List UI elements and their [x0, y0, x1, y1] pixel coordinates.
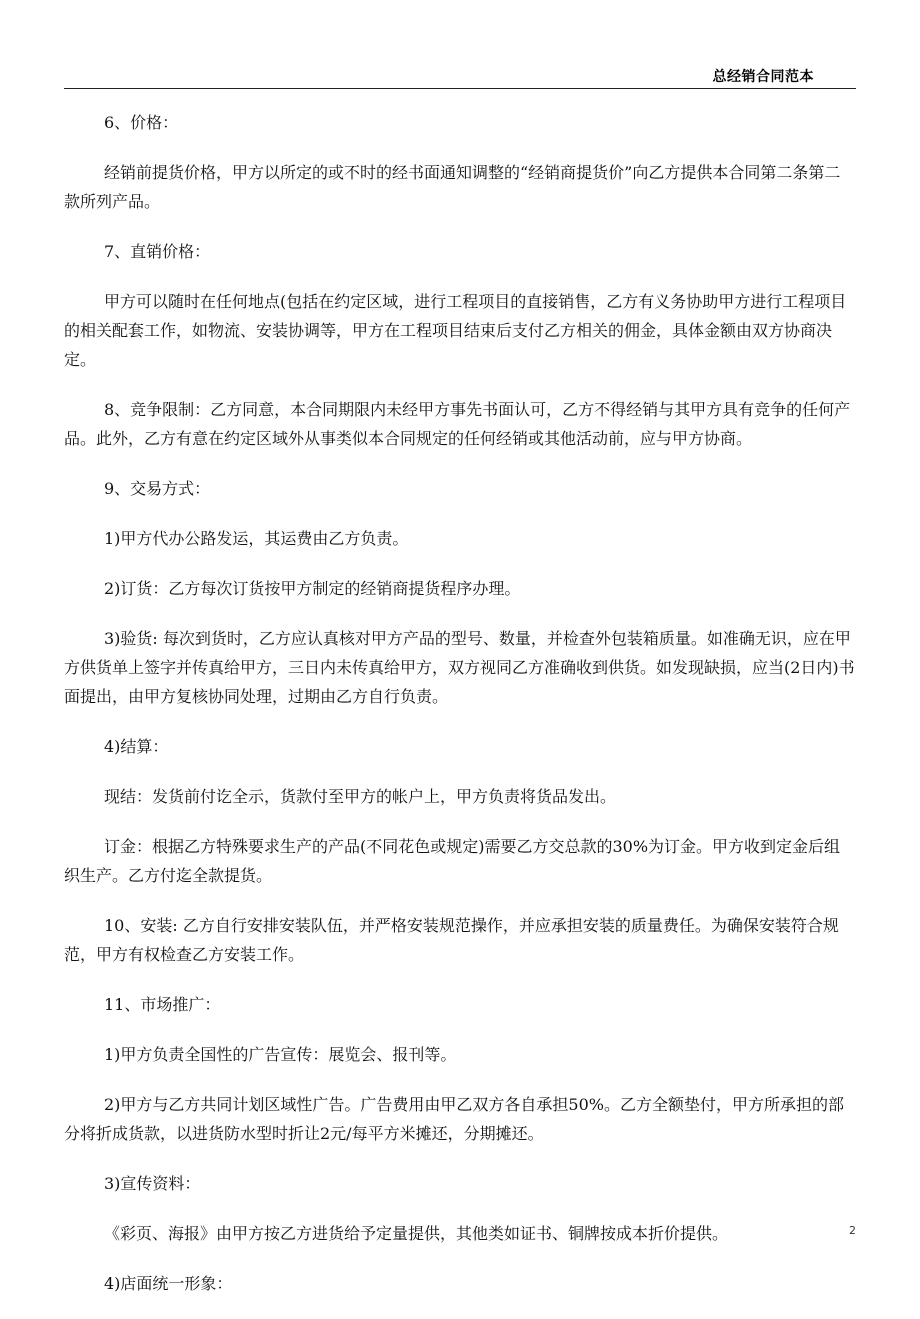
clause-9-item-1: 1)甲方代办公路发运，其运费由乙方负责。 — [104, 529, 409, 548]
settlement-cash: 现结：发货前付讫全示，货款付至甲方的帐户上，甲方负责将货品发出。 — [104, 787, 617, 806]
clause-9-item-2: 2)订货：乙方每次订货按甲方制定的经销商提货程序办理。 — [104, 579, 521, 598]
clause-9-item-4-heading: 4)结算： — [104, 737, 169, 756]
clause-7-text: 甲方可以随时在任何地点(包括在约定区域，进行工程项目的直接销售，乙方有义务协助甲方进行工程项目的相关配套工作，如物流、安装协调等，甲方在工程项目结束后支付乙方相关的佣金，具体金额由双方协商决定。 — [64, 292, 847, 369]
header-title: 总经销合同范本 — [712, 69, 814, 85]
clause-7-heading: 7、直销价格： — [104, 242, 211, 261]
clause-11-item-2: 2)甲方与乙方共同计划区域性广告。广告费用由甲乙双方各自承担50%。乙方全额垫付，甲方所承担的部分将折成货款，以进货防水型时折让2元/每平方米摊还，分期摊还。 — [64, 1095, 844, 1143]
clause-8-text: 8、竞争限制：乙方同意，本合同期限内未经甲方事先书面认可，乙方不得经销与其甲方具有竞争的任何产品。此外，乙方有意在约定区域外从事类似本合同规定的任何经销或其他活动前，应与甲方协商。 — [64, 400, 851, 448]
clause-9-item-3: 3)验货: 每次到货时，乙方应认真核对甲方产品的型号、数量，并检查外包装箱质量。如准确无识，应在甲方供货单上签字并传真给甲方，三日内未传真给甲方，双方视同乙方准确收到供货。如发现缺损，应当(2日内)书面提出，由甲方复核协同处理，过期由乙方自行负责。 — [64, 629, 855, 706]
settlement-deposit: 订金：根据乙方特殊要求生产的产品(不同花色或规定)需要乙方交总款的30%为订金。甲方收到定金后组织生产。乙方付迄全款提货。 — [64, 837, 841, 885]
clause-6-text: 经销前提货价格，甲方以所定的或不时的经书面通知调整的“经销商提货价”向乙方提供本合同第二条第二款所列产品。 — [64, 163, 841, 211]
document-body — [64, 108, 856, 1319]
clause-6-heading: 6、价格： — [104, 113, 179, 132]
page-header — [64, 66, 856, 89]
clause-11-heading: 11、市场推广： — [104, 995, 221, 1014]
clause-10-text: 10、安装: 乙方自行安排安装队伍，并严格安装规范操作，并应承担安装的质量费任。为确保安装符合规范，甲方有权检查乙方安装工作。 — [64, 916, 839, 964]
clause-11-item-3-text: 《彩页、海报》由甲方按乙方进货给予定量提供，其他类如证书、铜牌按成本折价提供。 — [104, 1224, 729, 1243]
page-number: 2 — [849, 1224, 856, 1237]
clause-11-item-1: 1)甲方负责全国性的广告宣传：展览会、报刊等。 — [104, 1045, 457, 1064]
clause-11-item-3-heading: 3)宣传资料： — [104, 1174, 201, 1193]
clause-11-item-4-heading: 4)店面统一形象： — [104, 1274, 233, 1293]
clause-9-heading: 9、交易方式： — [104, 479, 211, 498]
